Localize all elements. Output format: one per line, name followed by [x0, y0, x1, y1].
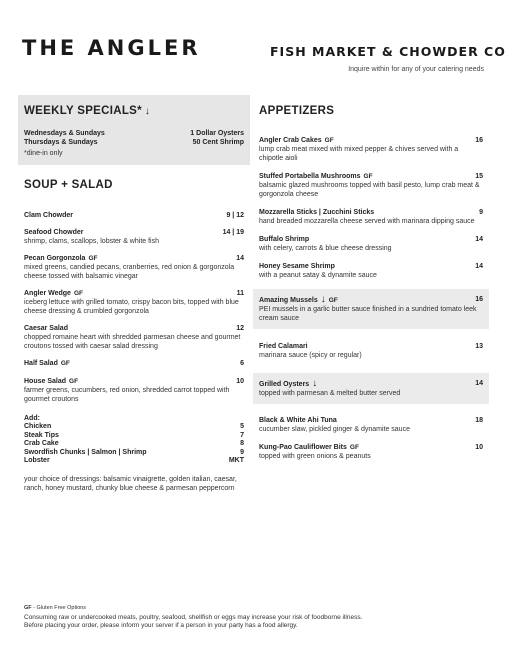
item-description: farmer greens, cucumbers, red onion, shredded carrot topped with gourmet croutons	[24, 387, 230, 403]
item-description: iceberg lettuce with grilled tomato, crispy bacon bits, topped with blue cheese dressing & crumbled gorgonzola	[24, 299, 239, 315]
item-price: 12	[236, 325, 244, 332]
item-description: hand breaded mozzarella cheese served with marinara dipping sauce	[259, 218, 475, 225]
gluten-free-tag: GF	[24, 605, 32, 611]
add-on-price: MKT	[228, 457, 244, 464]
item-price: 10	[475, 444, 483, 451]
item-name: Angler Crab Cakes	[259, 137, 322, 144]
gluten-free-tag: GF	[69, 378, 79, 385]
item-price: 11	[236, 290, 244, 297]
menu-item	[18, 211, 250, 220]
item-description: topped with parmesan & melted butter served	[259, 390, 401, 397]
menu-item	[18, 289, 250, 316]
item-name: Black & White Ahi Tuna	[259, 417, 337, 424]
special-deal: 50 Cent Shrimp	[192, 139, 244, 146]
dressings-note: your choice of dressings: balsamic vinaigrette, golden italian, caesar, ranch, honey mustard, chunky blue cheese & parmesan peppercorn	[24, 475, 237, 492]
gluten-free-tag: GF	[363, 173, 373, 180]
add-on-price: 8	[240, 440, 244, 447]
menu-item	[18, 324, 250, 351]
menu-item	[253, 235, 489, 253]
menu-item	[253, 443, 489, 461]
item-price: 16	[475, 296, 483, 303]
add-on-row	[18, 432, 250, 441]
menu-item	[253, 136, 489, 163]
add-on-price: 5	[240, 423, 244, 430]
item-price: 10	[236, 378, 244, 385]
menu-item	[253, 172, 489, 199]
item-name: Fried Calamari	[259, 343, 308, 350]
item-price: 14	[236, 255, 244, 262]
item-name: Buffalo Shrimp	[259, 236, 310, 243]
special-deal: 1 Dollar Oysters	[190, 130, 244, 137]
menu-item	[253, 262, 489, 280]
appetizers-title: APPETIZERS	[259, 105, 335, 117]
menu-item	[18, 228, 250, 246]
item-name: Angler Wedge	[24, 290, 71, 297]
add-on-name: Steak Tips	[24, 431, 59, 439]
item-name: Pecan Gorgonzola	[24, 255, 86, 262]
left-column	[18, 95, 250, 493]
item-price: 6	[240, 360, 244, 367]
menu-item	[253, 208, 489, 226]
foodborne-warning: Consuming raw or undercooked meats, poultry, seafood, shellfish or eggs may increase your risk of foodborne illness.	[24, 614, 363, 621]
item-description: PEI mussels in a garlic butter sauce finished in a sundried tomato leek cream sauce	[259, 306, 477, 322]
gluten-free-tag: GF	[60, 360, 70, 367]
add-on-row	[18, 449, 250, 458]
weekly-specials-title: WEEKLY SPECIALS*	[24, 105, 142, 117]
add-on-price: 7	[240, 431, 244, 439]
gluten-free-tag: GF	[73, 290, 83, 297]
item-name: Kung-Pao Cauliflower Bits	[259, 444, 347, 451]
item-description: chopped romaine heart with shredded parmesan cheese and gourmet croutons tossed with caesar salad dressing	[24, 334, 241, 350]
soup-salad-heading	[18, 169, 250, 201]
add-on-name: Crab Cake	[24, 440, 59, 447]
item-description: mixed greens, candied pecans, cranberries, red onion & gorgonzola cheese tossed with balsamic vinegar	[24, 264, 235, 280]
item-price: 14	[475, 236, 483, 243]
add-ons	[18, 414, 250, 466]
add-ons-title: Add:	[24, 415, 40, 422]
menu-item	[18, 377, 250, 404]
special-days: Wednesdays & Sundays	[24, 130, 105, 137]
soup-salad-title: SOUP + SALAD	[24, 179, 113, 191]
item-name: Honey Sesame Shrimp	[259, 263, 335, 270]
item-price: 14 | 19	[222, 229, 244, 236]
add-on-price: 9	[240, 448, 244, 456]
item-name: Clam Chowder	[24, 212, 74, 219]
item-description: with celery, carrots & blue cheese dressing	[259, 245, 392, 252]
add-on-name: Chicken	[24, 423, 52, 430]
add-on-row	[18, 457, 250, 466]
company-name: FISH MARKET & CHOWDER CO	[270, 44, 506, 59]
menu-item-featured	[253, 289, 489, 329]
weekly-specials-heading	[18, 95, 250, 127]
item-price: 18	[475, 417, 483, 424]
item-name: Half Salad	[24, 360, 58, 367]
item-price: 14	[475, 380, 483, 387]
item-name: Seafood Chowder	[24, 229, 84, 236]
item-name: Mozzarella Sticks | Zucchini Sticks	[259, 209, 375, 216]
down-arrow-icon: ↓	[312, 378, 318, 389]
item-description: topped with green onions & peanuts	[259, 453, 371, 460]
allergy-warning: Before placing your order, please inform your server if a person in your party has a food allergy.	[24, 622, 298, 629]
item-price: 16	[475, 137, 483, 144]
catering-note: Inquire within for any of your catering needs	[348, 66, 484, 73]
special-row	[24, 129, 244, 138]
item-price: 9 | 12	[226, 212, 244, 219]
item-name: Grilled Oysters	[259, 381, 310, 388]
item-price: 9	[479, 209, 483, 216]
gluten-free-tag: GF	[324, 137, 334, 144]
item-description: cucumber slaw, pickled ginger & dynamite sauce	[259, 426, 410, 433]
special-days: Thursdays & Sundays	[24, 139, 98, 146]
add-on-row	[18, 440, 250, 449]
gluten-free-legend	[24, 605, 484, 611]
item-name: Amazing Mussels	[259, 297, 318, 304]
item-name: Stuffed Portabella Mushrooms	[259, 173, 361, 180]
item-description: with a peanut satay & dynamite sauce	[259, 272, 377, 279]
add-on-name: Lobster	[24, 457, 50, 464]
gluten-free-tag: GF	[88, 255, 98, 262]
restaurant-name: THE ANGLER	[22, 36, 201, 60]
appetizers-heading	[253, 95, 489, 127]
add-on-name: Swordfish Chunks | Salmon | Shrimp	[24, 448, 147, 456]
item-price: 15	[475, 173, 483, 180]
item-name: Caesar Salad	[24, 325, 68, 332]
item-price: 14	[475, 263, 483, 270]
item-name: House Salad	[24, 378, 67, 385]
item-description: shrimp, clams, scallops, lobster & white fish	[24, 238, 159, 245]
dine-in-note: *dine-in only	[24, 150, 63, 157]
menu-item	[253, 342, 489, 360]
right-column	[253, 95, 489, 461]
item-description: lump crab meat mixed with mixed pepper & chives served with a chipotle aioli	[259, 146, 459, 162]
menu-item	[253, 416, 489, 434]
down-arrow-icon: ↓	[144, 105, 151, 117]
gluten-free-tag: GF	[349, 444, 359, 451]
item-price: 13	[475, 343, 483, 350]
item-description: marinara sauce (spicy or regular)	[259, 352, 362, 359]
special-row	[24, 138, 244, 147]
gluten-free-tag: GF	[328, 297, 338, 304]
item-description: balsamic glazed mushrooms topped with basil pesto, lump crab meat & gorgonzola cheese	[259, 182, 480, 198]
add-on-row	[18, 423, 250, 432]
menu-item	[18, 359, 250, 368]
menu-item-featured	[253, 373, 489, 404]
gluten-free-label: - Gluten Free Options	[33, 605, 87, 611]
weekly-specials-box	[18, 127, 250, 165]
menu-item	[18, 254, 250, 281]
footer	[24, 605, 484, 630]
down-arrow-icon: ↓	[320, 294, 326, 305]
